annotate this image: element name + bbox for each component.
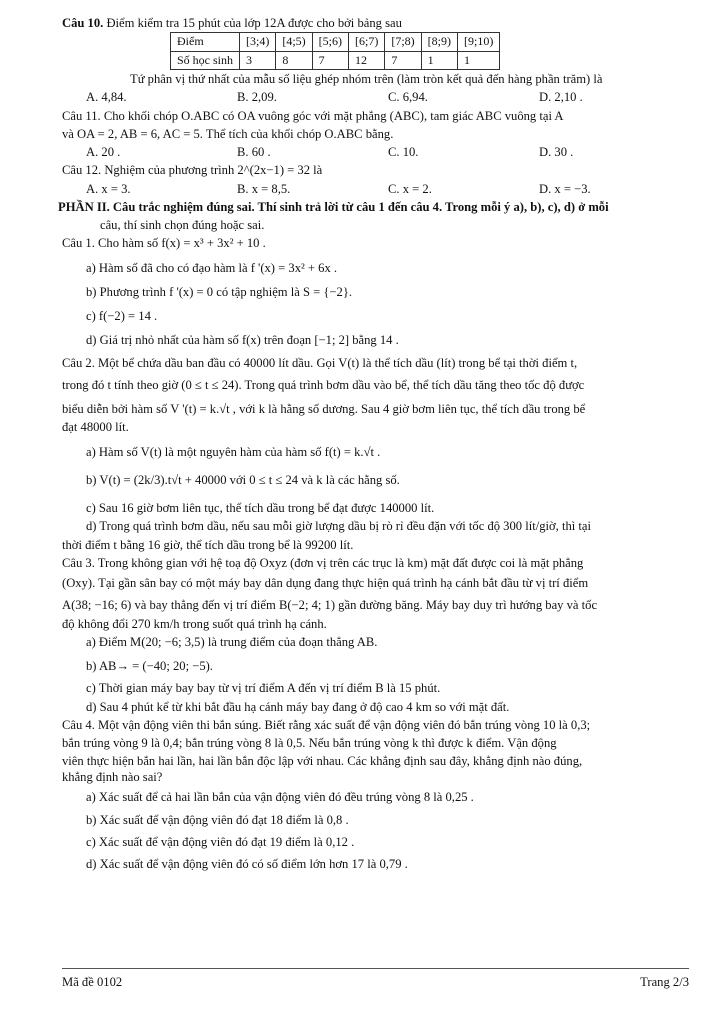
- c2-line1: Câu 2. Một bể chứa dầu ban đầu có 40000 lít dầu. Gọi V(t) là thể tích dầu (lít) trong bể tại thời điểm t,: [62, 355, 578, 370]
- part2-subheading: câu, thí sinh chọn đúng hoặc sai.: [100, 218, 265, 233]
- c3-line2: (Oxy). Tại gần sân bay có một máy bay dân dụng đang thực hiện quá trình hạ cánh bắt đầu từ vị trí điểm: [62, 576, 589, 591]
- page-number: Trang 2/3: [640, 975, 689, 989]
- q11-option-b: B. 60 .: [237, 145, 271, 160]
- c3-b: b) AB→ = (−40; 20; −5).: [86, 659, 213, 674]
- c2-a: a) Hàm số V(t) là một nguyên hàm của hàm số f(t) = k.√t .: [86, 444, 381, 459]
- q12-line1: Câu 12. Nghiệm của phương trình 2^(2x−1) = 32 là: [62, 163, 323, 178]
- c1-b: b) Phương trình f '(x) = 0 có tập nghiệm là S = {−2}.: [86, 284, 353, 299]
- q10-options: [62, 88, 690, 106]
- c4-line1: Câu 4. Một vận động viên thi bắn súng. Biết rằng xác suất để vận động viên đó bắn trúng vòng 10 là 0,3;: [62, 717, 591, 732]
- c3-line1: Câu 3. Trong không gian với hệ toạ độ Oxyz (đơn vị trên các trục là km) mặt đất được coi là mặt phẳng: [62, 555, 584, 570]
- q12-option-c: C. x = 2.: [388, 181, 432, 196]
- q12-options: [62, 180, 690, 198]
- c2-d1: d) Trong quá trình bơm dầu, nếu sau mỗi giờ lượng dầu bị rò rỉ đều đặn với tốc độ 300 lít/giờ, thì tại: [86, 519, 591, 534]
- q11-option-c: C. 10.: [388, 145, 419, 160]
- q12-option-d: D. x = −3.: [539, 181, 591, 196]
- q10-text: Điểm kiểm tra 15 phút của lớp 12A được cho bởi bảng sau: [106, 16, 402, 30]
- c4-c: c) Xác suất để vận động viên đó đạt 19 điểm là 0,12 .: [86, 834, 355, 849]
- c3-line4: độ không đổi 270 km/h trong suốt quá trình hạ cánh.: [62, 616, 327, 631]
- q12-option-a: A. x = 3.: [86, 181, 131, 196]
- q10-question: Tứ phân vị thứ nhất của mẫu số liệu ghép nhóm trên (làm tròn kết quả đến hàng phần trăm) là: [130, 72, 603, 87]
- c1-d: d) Giá trị nhỏ nhất của hàm số f(x) trên đoạn [−1; 2] bằng 14 .: [86, 333, 399, 348]
- q10-title: Câu 10. Điểm kiểm tra 15 phút của lớp 12A được cho bởi bảng sau: [62, 16, 402, 30]
- q11-line2: và OA = 2, AB = 6, AC = 5. Thể tích của khối chóp O.ABC bằng.: [62, 126, 394, 141]
- c3-a: a) Điểm M(20; −6; 3,5) là trung điểm của đoạn thẳng AB.: [86, 634, 378, 649]
- q10-option-d: D. 2,10 .: [539, 90, 583, 105]
- c4-a: a) Xác suất để cả hai lần bắn của vận động viên đó đều trúng vòng 8 là 0,25 .: [86, 790, 474, 805]
- q10-option-a: A. 4,84.: [86, 90, 127, 105]
- q11-line1: Câu 11. Cho khối chóp O.ABC có OA vuông góc với mặt phẳng (ABC), tam giác ABC vuông tại A: [62, 108, 564, 123]
- q11-option-d: D. 30 .: [539, 145, 574, 160]
- c2-b: b) V(t) = (2k/3).t√t + 40000 với 0 ≤ t ≤ 24 và k là các hằng số.: [86, 472, 400, 487]
- q10-table-row: Số học sinh 3 8 7 12 7 1 1: [171, 51, 500, 69]
- c4-line4: khẳng định nào sai?: [62, 769, 163, 784]
- c2-line3: biểu diễn bởi hàm số V '(t) = k.√t , với k là hằng số dương. Sau 4 giờ bơm liên tục, thể tích dầu trong bể: [62, 402, 586, 417]
- c1-stem: Câu 1. Cho hàm số f(x) = x³ + 3x² + 10 .: [62, 236, 266, 251]
- c1-c: c) f(−2) = 14 .: [86, 309, 158, 324]
- q10-table: [170, 32, 500, 70]
- exam-page: [58, 14, 690, 873]
- c2-line4: đạt 48000 lít.: [62, 420, 129, 435]
- c4-d: d) Xác suất để vận động viên đó có số điểm lớn hơn 17 là 0,79 .: [86, 857, 408, 872]
- c4-line3: viên thực hiện bắn hai lần, hai lần bắn độc lập với nhau. Các khẳng định sau đây, khẳng định nào đúng,: [62, 754, 583, 769]
- q12-option-b: B. x = 8,5.: [237, 181, 291, 196]
- exam-code: Mã đề 0102: [62, 975, 123, 989]
- part2-heading: PHẦN II. Câu trắc nghiệm đúng sai. Thí sinh trả lời từ câu 1 đến câu 4. Trong mỗi ý a), b), c), d) ở mỗi: [58, 199, 609, 214]
- q11-options: [62, 143, 690, 161]
- c1-a: a) Hàm số đã cho có đạo hàm là f '(x) = 3x² + 6x .: [86, 260, 338, 275]
- c3-d: d) Sau 4 phút kể từ khi bắt đầu hạ cánh máy bay đang ở độ cao 4 km so với mặt đất.: [86, 699, 510, 714]
- q11-option-a: A. 20 .: [86, 145, 121, 160]
- q10-option-c: C. 6,94.: [388, 90, 428, 105]
- c3-c: c) Thời gian máy bay bay từ vị trí điểm A đến vị trí điểm B là 15 phút.: [86, 681, 441, 696]
- page-footer: [62, 968, 689, 991]
- c3-line3: A(38; −16; 6) và bay thẳng đến vị trí điểm B(−2; 4; 1) gần đường băng. Máy bay duy trì hướng bay và tốc: [62, 598, 598, 613]
- c2-d2: thời điểm t bằng 16 giờ, thể tích dầu trong bể là 99200 lít.: [62, 537, 354, 552]
- c2-c: c) Sau 16 giờ bơm liên tục, thể tích dầu trong bể đạt được 140000 lít.: [86, 501, 435, 516]
- q10-table-header: Điểm [3;4) [4;5) [5;6) [6;7) [7;8) [8;9) [9;10): [171, 33, 500, 51]
- c2-line2: trong đó t tính theo giờ (0 ≤ t ≤ 24). Trong quá trình bơm dầu vào bể, thể tích dầu tăng theo tốc độ được: [62, 377, 585, 392]
- c4-b: b) Xác suất để vận động viên đó đạt 18 điểm là 0,8 .: [86, 812, 349, 827]
- c4-line2: bắn trúng vòng 9 là 0,4; bắn trúng vòng 8 là 0,5. Nếu bắn trúng vòng k thì được k điểm. Vận động: [62, 736, 557, 751]
- q10-option-b: B. 2,09.: [237, 90, 277, 105]
